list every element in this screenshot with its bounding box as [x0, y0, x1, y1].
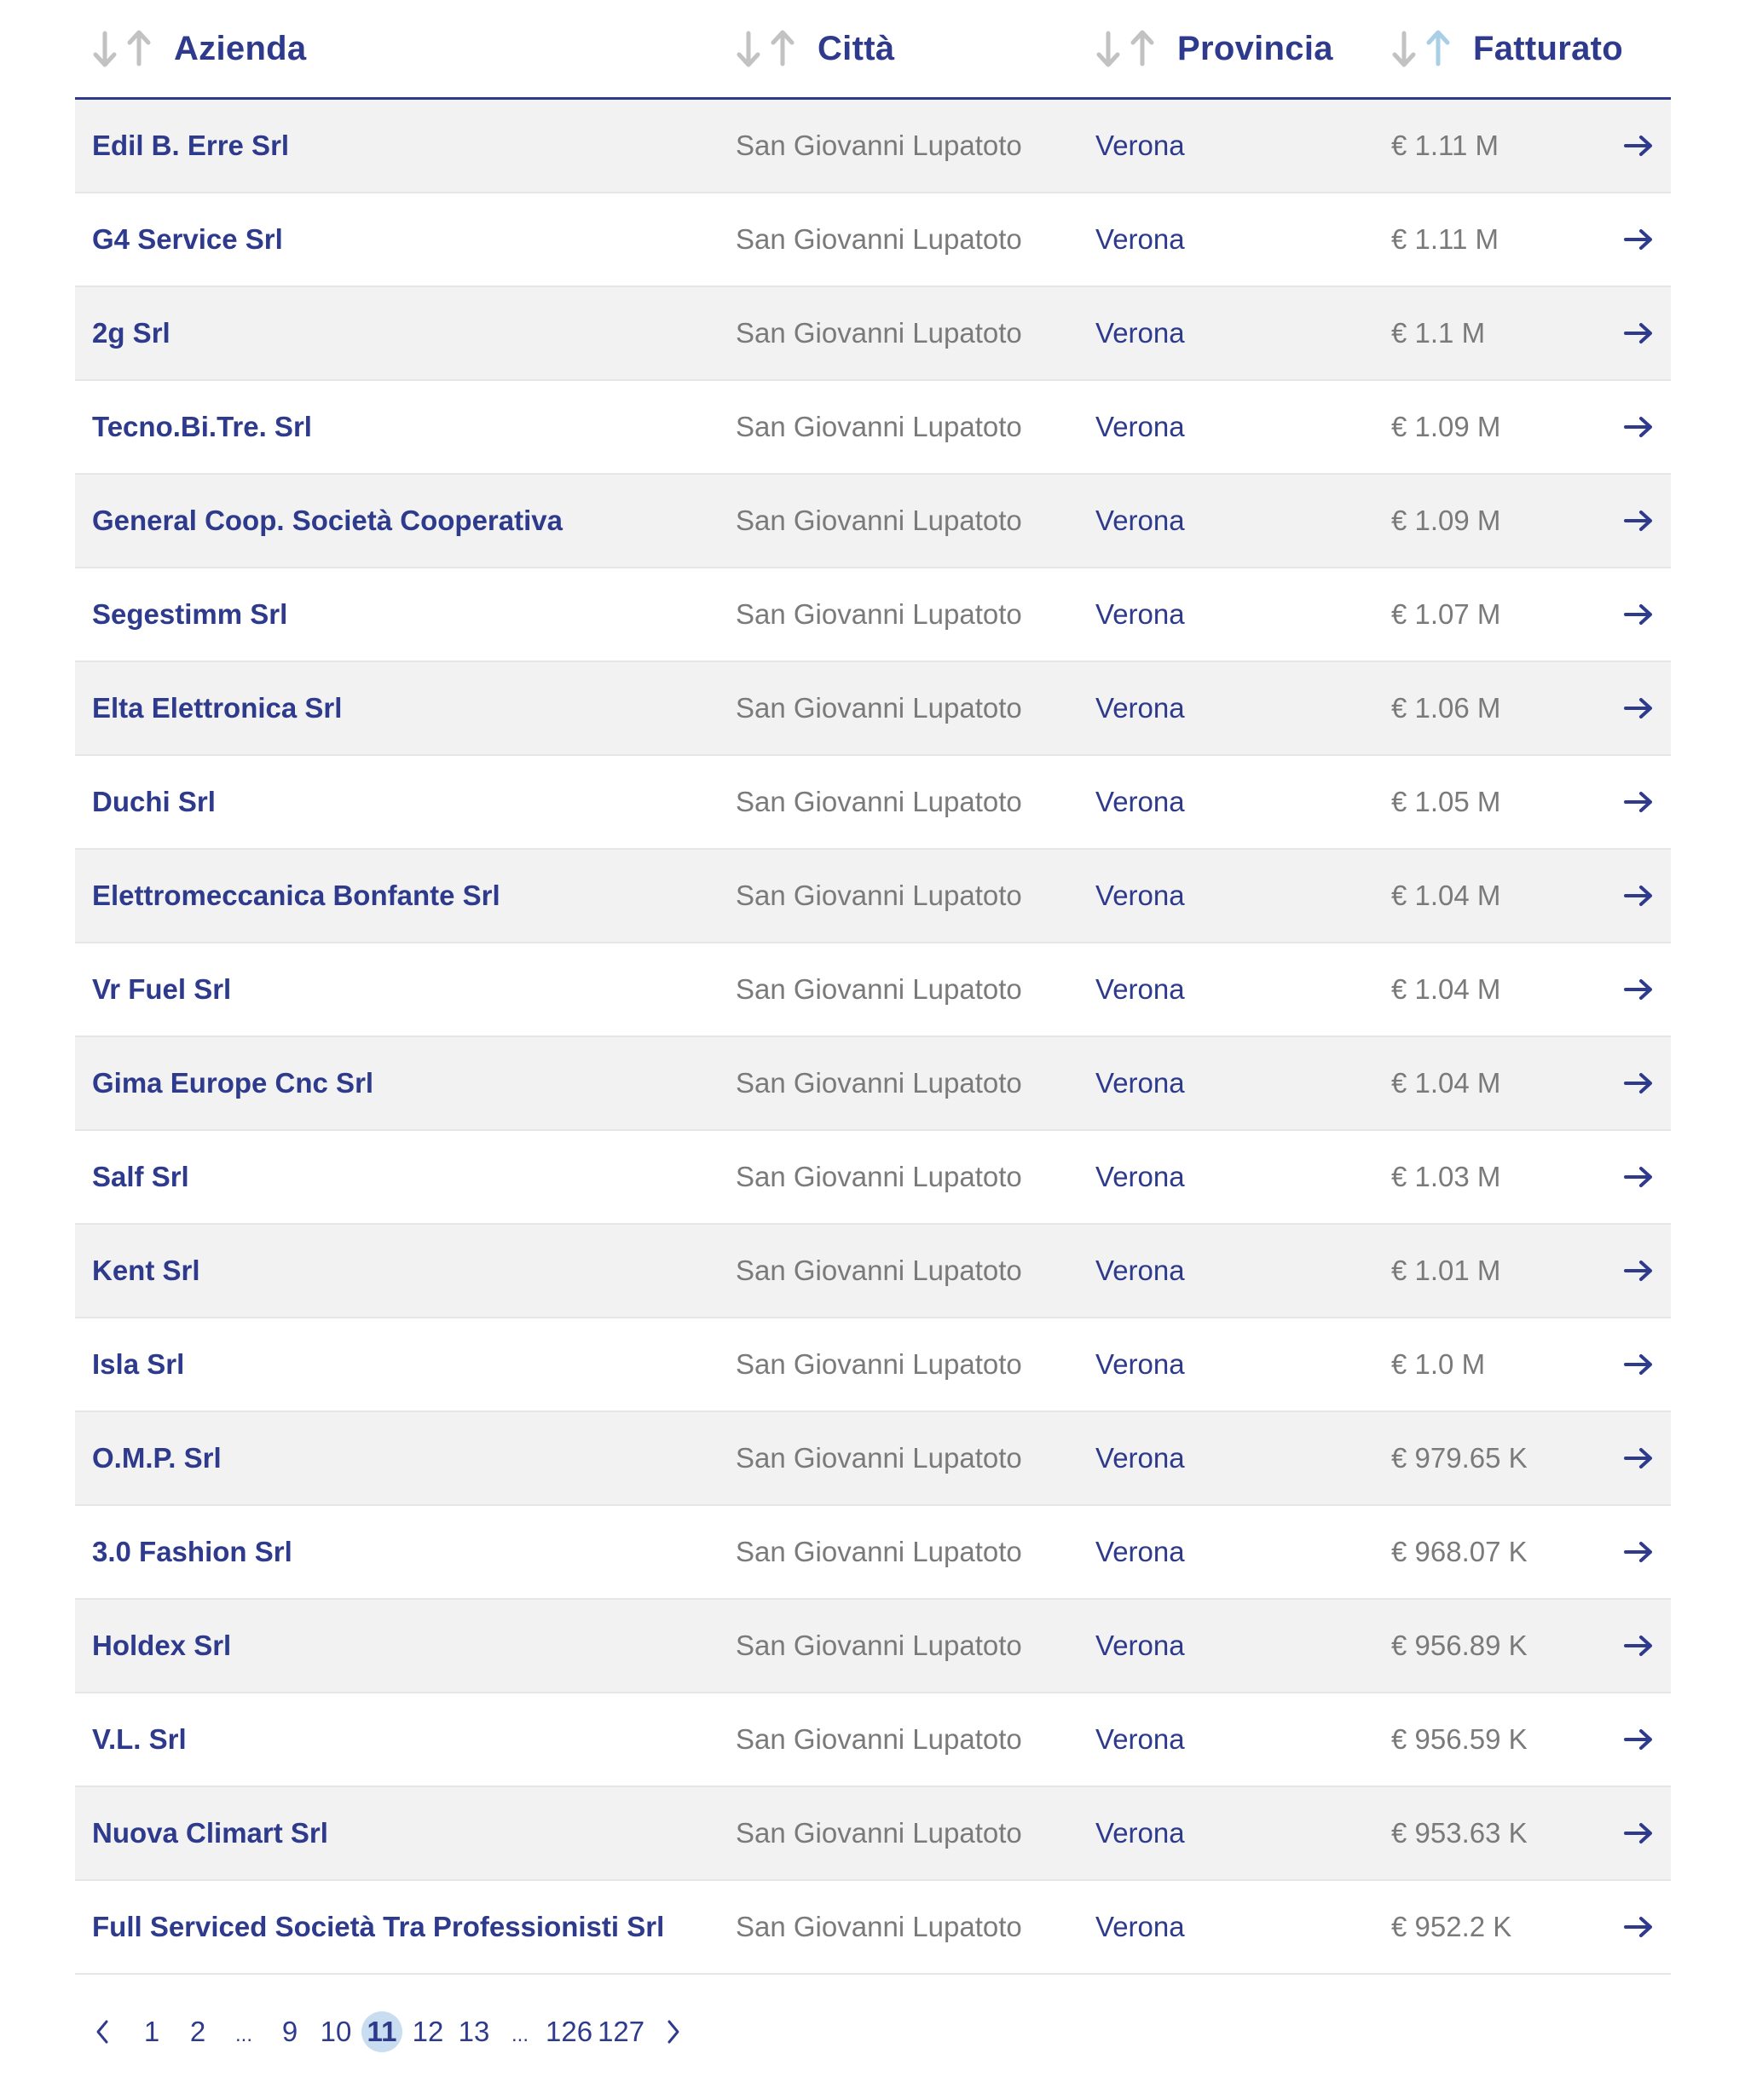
cell-provincia: Verona: [1095, 973, 1185, 1005]
cell-citta: San Giovanni Lupatoto: [736, 1348, 1022, 1380]
table-row[interactable]: [75, 1037, 1671, 1131]
cell-azienda[interactable]: V.L. Srl: [92, 1723, 187, 1755]
cell-azienda[interactable]: Salf Srl: [92, 1161, 189, 1192]
column-label: Fatturato: [1473, 29, 1624, 67]
pagination-page-127[interactable]: 127: [598, 2016, 645, 2047]
table-row[interactable]: [75, 1693, 1671, 1787]
pagination-ellipsis: ...: [234, 2023, 252, 2046]
cell-azienda[interactable]: Elta Elettronica Srl: [92, 692, 343, 724]
cell-provincia: Verona: [1095, 1255, 1185, 1286]
cell-provincia: Verona: [1095, 1348, 1185, 1380]
row-action: [1603, 1318, 1671, 1411]
cell-provincia: Verona: [1095, 1442, 1185, 1474]
pagination-page-126[interactable]: 126: [546, 2016, 593, 2047]
sort-controls[interactable]: [1095, 28, 1155, 69]
cell-citta: San Giovanni Lupatoto: [736, 1536, 1022, 1567]
table-row[interactable]: [75, 568, 1671, 662]
cell-citta: San Giovanni Lupatoto: [736, 973, 1022, 1005]
cell-azienda[interactable]: O.M.P. Srl: [92, 1442, 222, 1474]
cell-azienda[interactable]: Nuova Climart Srl: [92, 1817, 328, 1849]
table-body: [75, 100, 1671, 1975]
cell-provincia: Verona: [1095, 786, 1185, 817]
cell-azienda[interactable]: Elettromeccanica Bonfante Srl: [92, 880, 500, 911]
column-label: Azienda: [174, 29, 307, 67]
row-action: [1603, 1787, 1671, 1879]
table-row[interactable]: [75, 1600, 1671, 1693]
cell-azienda[interactable]: G4 Service Srl: [92, 223, 283, 255]
cell-azienda[interactable]: Segestimm Srl: [92, 598, 288, 630]
arrow-up-icon[interactable]: [770, 28, 795, 69]
table-row[interactable]: [75, 193, 1671, 287]
cell-citta: San Giovanni Lupatoto: [736, 1817, 1022, 1849]
table-row[interactable]: [75, 850, 1671, 943]
row-action: [1603, 287, 1671, 379]
cell-provincia: Verona: [1095, 1161, 1185, 1192]
sort-controls[interactable]: [736, 28, 795, 69]
table-row[interactable]: [75, 1506, 1671, 1600]
cell-fatturato: € 1.1 M: [1391, 317, 1486, 349]
table-row[interactable]: [75, 1787, 1671, 1881]
cell-citta: San Giovanni Lupatoto: [736, 692, 1022, 724]
cell-citta: San Giovanni Lupatoto: [736, 598, 1022, 630]
row-action: [1603, 381, 1671, 473]
arrow-right-icon[interactable]: [1623, 883, 1654, 909]
cell-citta: San Giovanni Lupatoto: [736, 1442, 1022, 1474]
arrow-right-icon[interactable]: [1623, 1070, 1654, 1096]
column-label: Provincia: [1177, 29, 1333, 67]
column-label: Città: [818, 29, 895, 67]
cell-azienda[interactable]: 3.0 Fashion Srl: [92, 1536, 292, 1567]
row-action: [1603, 1881, 1671, 1973]
cell-citta: San Giovanni Lupatoto: [736, 1911, 1022, 1942]
arrow-right-icon[interactable]: [1623, 133, 1654, 159]
cell-citta: San Giovanni Lupatoto: [736, 1630, 1022, 1661]
pagination-current-page[interactable]: 11: [361, 2011, 402, 2052]
table-row[interactable]: [75, 1225, 1671, 1318]
cell-azienda[interactable]: 2g Srl: [92, 317, 170, 349]
table-row[interactable]: [75, 475, 1671, 568]
cell-fatturato: € 1.09 M: [1391, 411, 1501, 442]
cell-provincia: Verona: [1095, 1536, 1185, 1567]
arrow-down-icon[interactable]: [736, 28, 761, 69]
arrow-right-icon[interactable]: [1623, 977, 1654, 1002]
row-action: [1603, 756, 1671, 848]
arrow-down-icon[interactable]: [1391, 28, 1417, 69]
pagination-ellipsis: ...: [511, 2023, 529, 2046]
row-action: [1603, 475, 1671, 567]
arrow-right-icon[interactable]: [1623, 1445, 1654, 1471]
cell-fatturato: € 1.04 M: [1391, 973, 1501, 1005]
cell-citta: San Giovanni Lupatoto: [736, 223, 1022, 255]
arrow-right-icon[interactable]: [1623, 414, 1654, 440]
row-action: [1603, 1506, 1671, 1598]
row-action: [1603, 1037, 1671, 1129]
cell-fatturato: € 1.11 M: [1391, 130, 1499, 161]
cell-provincia: Verona: [1095, 692, 1185, 724]
arrow-right-icon[interactable]: [1623, 508, 1654, 534]
arrow-right-icon[interactable]: [1623, 1633, 1654, 1659]
row-action: [1603, 850, 1671, 942]
cell-fatturato: € 968.07 K: [1391, 1536, 1528, 1567]
cell-provincia: Verona: [1095, 1911, 1185, 1942]
cell-provincia: Verona: [1095, 1817, 1185, 1849]
arrow-right-icon[interactable]: [1623, 1820, 1654, 1846]
row-action: [1603, 943, 1671, 1036]
cell-fatturato: € 1.0 M: [1391, 1348, 1486, 1380]
arrow-right-icon[interactable]: [1623, 695, 1654, 721]
table-row[interactable]: [75, 1412, 1671, 1506]
cell-fatturato: € 1.05 M: [1391, 786, 1501, 817]
cell-azienda[interactable]: Isla Srl: [92, 1348, 185, 1380]
table-row[interactable]: [75, 662, 1671, 756]
chevron-right-icon[interactable]: [656, 2011, 690, 2052]
cell-fatturato: € 956.89 K: [1391, 1630, 1528, 1661]
cell-provincia: Verona: [1095, 317, 1185, 349]
companies-table: [75, 0, 1671, 1975]
pagination-page-13[interactable]: 13: [458, 2016, 490, 2047]
cell-citta: San Giovanni Lupatoto: [736, 1067, 1022, 1099]
arrow-up-icon[interactable]: [1425, 28, 1451, 69]
chevron-left-icon[interactable]: [85, 2011, 119, 2052]
cell-fatturato: € 1.06 M: [1391, 692, 1501, 724]
cell-citta: San Giovanni Lupatoto: [736, 1255, 1022, 1286]
arrow-right-icon[interactable]: [1623, 1539, 1654, 1565]
cell-provincia: Verona: [1095, 130, 1185, 161]
cell-fatturato: € 1.03 M: [1391, 1161, 1501, 1192]
pagination-page-10[interactable]: 10: [320, 2016, 352, 2047]
row-action: [1603, 1693, 1671, 1786]
table-row[interactable]: [75, 287, 1671, 381]
table-row[interactable]: [75, 756, 1671, 850]
pagination-page-1[interactable]: 1: [143, 2016, 160, 2047]
table-row[interactable]: [75, 943, 1671, 1037]
arrow-right-icon[interactable]: [1623, 320, 1654, 346]
arrow-right-icon[interactable]: [1623, 789, 1654, 815]
arrow-down-icon[interactable]: [1095, 28, 1121, 69]
pagination: [85, 2006, 696, 2057]
table-header: [75, 0, 1671, 100]
cell-azienda[interactable]: Tecno.Bi.Tre. Srl: [92, 411, 312, 442]
column-header-fatturato[interactable]: [1374, 0, 1671, 97]
cell-fatturato: € 956.59 K: [1391, 1723, 1528, 1755]
row-action: [1603, 193, 1671, 286]
pagination-page-12[interactable]: 12: [412, 2016, 444, 2047]
cell-fatturato: € 979.65 K: [1391, 1442, 1528, 1474]
cell-azienda[interactable]: Kent Srl: [92, 1255, 200, 1286]
arrow-right-icon[interactable]: [1623, 1727, 1654, 1752]
cell-provincia: Verona: [1095, 411, 1185, 442]
arrow-right-icon[interactable]: [1623, 227, 1654, 252]
row-action: [1603, 1600, 1671, 1692]
row-action: [1603, 1225, 1671, 1317]
row-action: [1603, 568, 1671, 661]
arrow-right-icon[interactable]: [1623, 1258, 1654, 1284]
cell-fatturato: € 1.09 M: [1391, 505, 1501, 536]
cell-azienda[interactable]: Vr Fuel Srl: [92, 973, 232, 1005]
cell-provincia: Verona: [1095, 598, 1185, 630]
cell-citta: San Giovanni Lupatoto: [736, 1723, 1022, 1755]
cell-azienda[interactable]: Gima Europe Cnc Srl: [92, 1067, 374, 1099]
cell-provincia: Verona: [1095, 1630, 1185, 1661]
row-action: [1603, 1412, 1671, 1504]
row-action: [1603, 662, 1671, 754]
arrow-right-icon[interactable]: [1623, 1914, 1654, 1940]
row-action: [1603, 1131, 1671, 1223]
arrow-up-icon[interactable]: [1130, 28, 1155, 69]
pagination-page-9[interactable]: 9: [281, 2016, 298, 2047]
sort-controls[interactable]: [92, 28, 152, 69]
cell-azienda[interactable]: General Coop. Società Cooperativa: [92, 505, 563, 536]
cell-provincia: Verona: [1095, 880, 1185, 911]
cell-azienda[interactable]: Duchi Srl: [92, 786, 216, 817]
cell-provincia: Verona: [1095, 505, 1185, 536]
cell-citta: San Giovanni Lupatoto: [736, 786, 1022, 817]
column-header-provincia[interactable]: [1078, 0, 1374, 97]
cell-fatturato: € 1.04 M: [1391, 880, 1501, 911]
table-row[interactable]: [75, 100, 1671, 193]
arrow-down-icon[interactable]: [92, 28, 118, 69]
cell-citta: San Giovanni Lupatoto: [736, 1161, 1022, 1192]
table-row[interactable]: [75, 381, 1671, 475]
sort-controls[interactable]: [1391, 28, 1451, 69]
pagination-page-2[interactable]: 2: [189, 2016, 206, 2047]
cell-citta: San Giovanni Lupatoto: [736, 411, 1022, 442]
column-header-azienda[interactable]: [75, 0, 719, 97]
arrow-right-icon[interactable]: [1623, 1352, 1654, 1377]
arrow-right-icon[interactable]: [1623, 602, 1654, 627]
arrow-right-icon[interactable]: [1623, 1164, 1654, 1190]
cell-fatturato: € 1.04 M: [1391, 1067, 1501, 1099]
cell-azienda[interactable]: Edil B. Erre Srl: [92, 130, 290, 161]
cell-fatturato: € 952.2 K: [1391, 1911, 1512, 1942]
cell-citta: San Giovanni Lupatoto: [736, 317, 1022, 349]
cell-azienda[interactable]: Full Serviced Società Tra Professionisti Srl: [92, 1911, 665, 1942]
cell-provincia: Verona: [1095, 223, 1185, 255]
cell-citta: San Giovanni Lupatoto: [736, 130, 1022, 161]
arrow-up-icon[interactable]: [126, 28, 152, 69]
cell-citta: San Giovanni Lupatoto: [736, 505, 1022, 536]
cell-provincia: Verona: [1095, 1723, 1185, 1755]
cell-fatturato: € 1.01 M: [1391, 1255, 1501, 1286]
column-header-citta[interactable]: [719, 0, 1078, 97]
cell-provincia: Verona: [1095, 1067, 1185, 1099]
table-row[interactable]: [75, 1131, 1671, 1225]
cell-citta: San Giovanni Lupatoto: [736, 880, 1022, 911]
cell-fatturato: € 1.07 M: [1391, 598, 1501, 630]
cell-fatturato: € 1.11 M: [1391, 223, 1499, 255]
table-row[interactable]: [75, 1318, 1671, 1412]
cell-fatturato: € 953.63 K: [1391, 1817, 1528, 1849]
cell-azienda[interactable]: Holdex Srl: [92, 1630, 232, 1661]
row-action: [1603, 100, 1671, 192]
table-row[interactable]: [75, 1881, 1671, 1975]
